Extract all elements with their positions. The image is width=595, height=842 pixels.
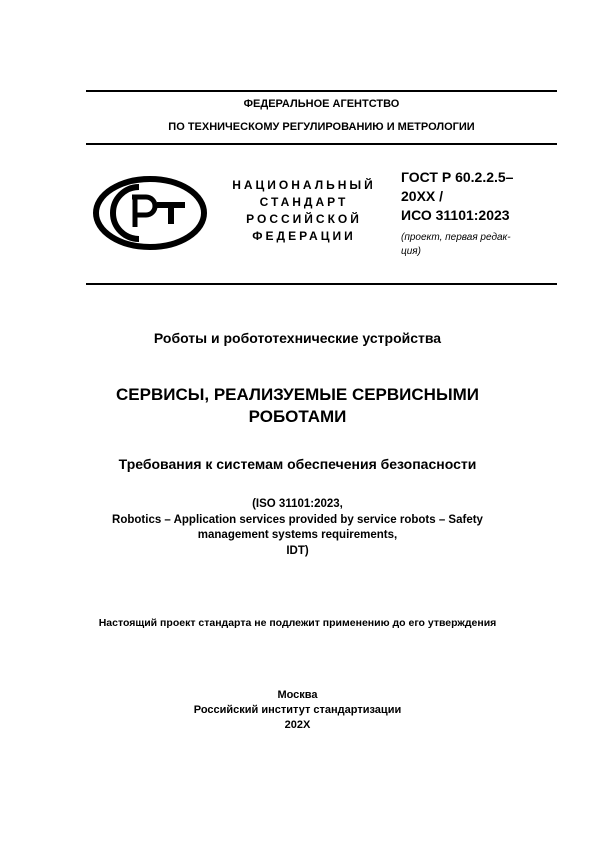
draft-status-line-2: ция) bbox=[401, 246, 421, 257]
imprint-publisher: Российский институт стандартизации bbox=[193, 704, 402, 716]
requirements-heading: Требования к системам обеспечения безопасности bbox=[118, 456, 477, 472]
document-subtitle: Роботы и робототехнические устройства bbox=[153, 330, 442, 346]
standard-designation bbox=[401, 168, 551, 225]
header-rule bbox=[86, 143, 557, 145]
agency-line-1: ФЕДЕРАЛЬНОЕ АГЕНТСТВО bbox=[243, 98, 400, 110]
title-line-1: СЕРВИСЫ, РЕАЛИЗУЕМЫЕ СЕРВИСНЫМИ bbox=[116, 385, 479, 404]
bottom-header-rule bbox=[86, 283, 557, 285]
draft-status-line-1: (проект, первая редак- bbox=[401, 232, 511, 243]
logo-letters: РСТ bbox=[92, 175, 94, 176]
designation-line-3: ИСО 31101:2023 bbox=[401, 207, 510, 223]
national-standard-block bbox=[215, 177, 393, 245]
gost-r-mark-icon bbox=[92, 175, 208, 251]
imprint-city: Москва bbox=[277, 689, 318, 701]
title-line-2: РОБОТАМИ bbox=[248, 407, 347, 426]
iso-line-4: IDT) bbox=[286, 544, 309, 557]
agency-line-2: ПО ТЕХНИЧЕСКОМУ РЕГУЛИРОВАНИЮ И МЕТРОЛОГИИ bbox=[168, 121, 475, 133]
draft-status bbox=[401, 231, 551, 259]
iso-line-3: management systems requirements, bbox=[197, 529, 398, 541]
document-title bbox=[60, 384, 535, 428]
iso-reference bbox=[60, 497, 535, 559]
designation-line-2: 20ХХ / bbox=[401, 188, 444, 204]
iso-line-2: Robotics – Application services provided by service robots – Safety bbox=[112, 513, 483, 526]
top-rule bbox=[86, 90, 557, 92]
designation-line-1: ГОСТ Р 60.2.2.5– bbox=[401, 169, 514, 185]
national-standard-line-2: СТАНДАРТ bbox=[259, 195, 349, 209]
national-standard-line-1: НАЦИОНАЛЬНЫЙ bbox=[232, 178, 376, 192]
imprint bbox=[60, 688, 535, 733]
national-standard-line-3: РОССИЙСКОЙ bbox=[246, 212, 362, 226]
iso-line-1: (ISO 31101:2023, bbox=[252, 498, 343, 510]
national-standard-line-4: ФЕДЕРАЦИИ bbox=[252, 229, 356, 243]
draft-notice: Настоящий проект стандарта не подлежит применению до его утверждения bbox=[98, 617, 497, 629]
imprint-year: 202Х bbox=[284, 719, 311, 731]
